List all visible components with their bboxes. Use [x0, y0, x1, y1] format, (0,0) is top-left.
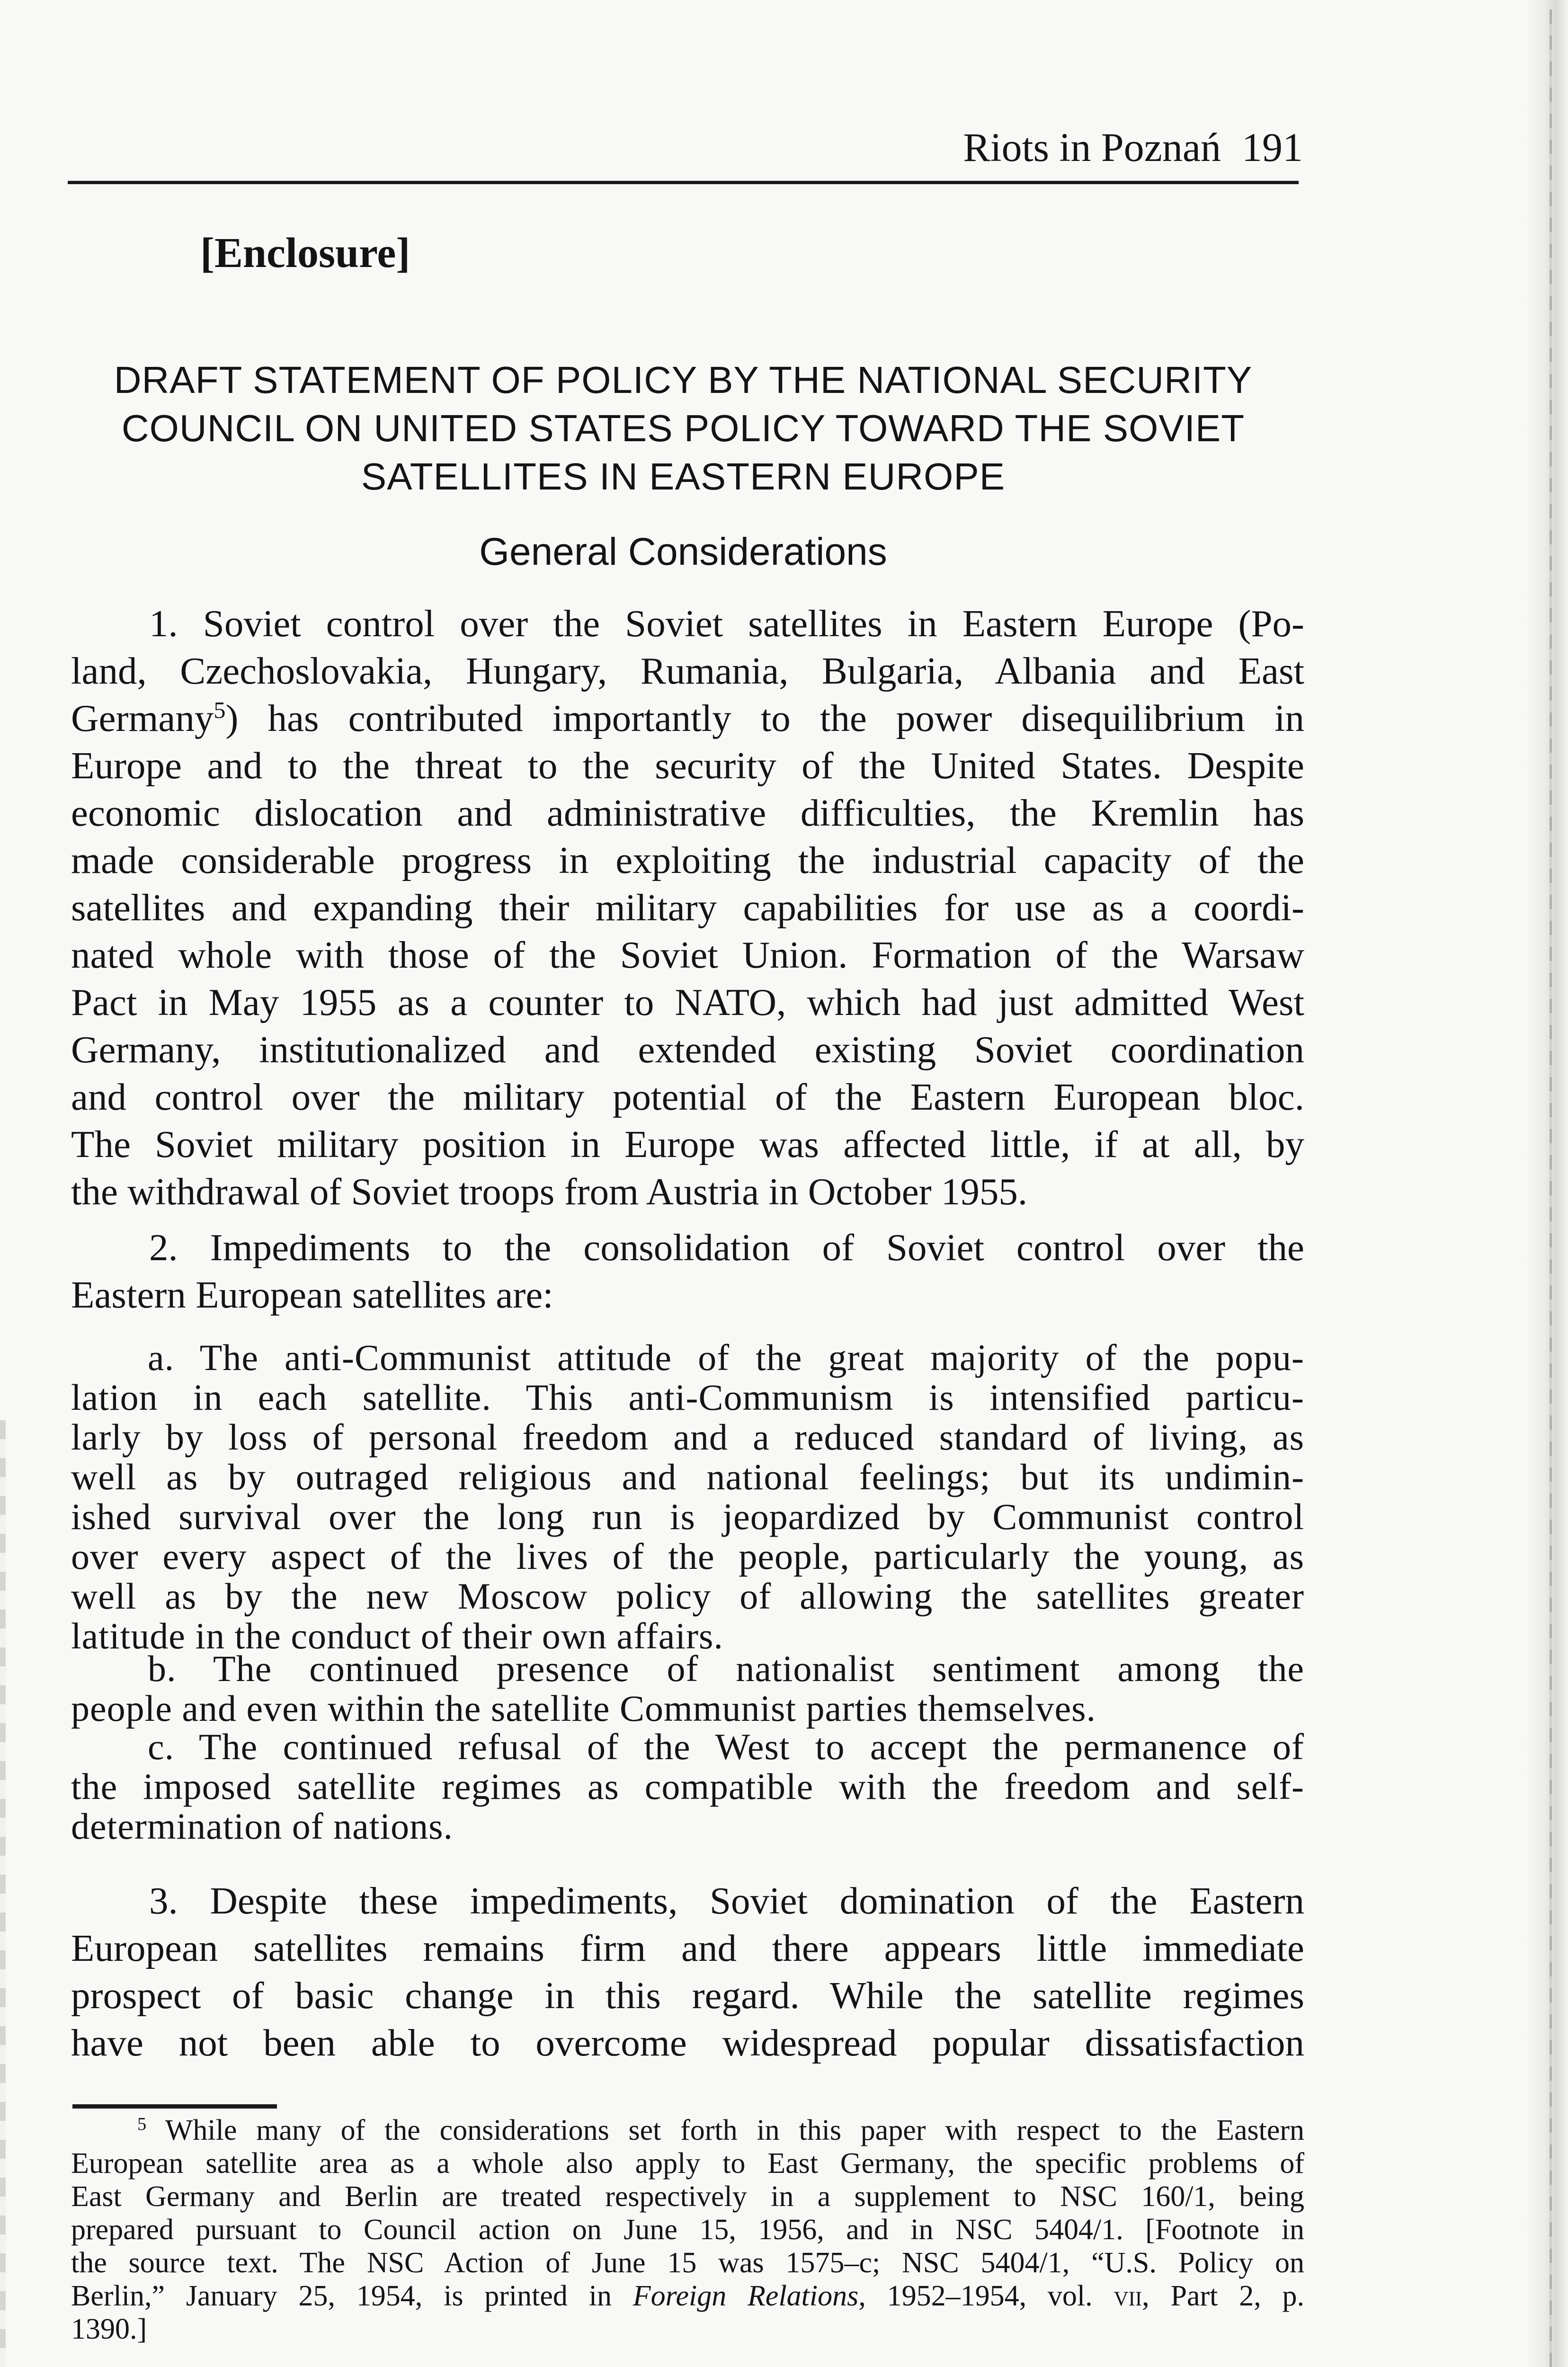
item-a	[71, 1338, 1304, 1656]
paragraph-line: Eastern European satellites are:	[71, 1273, 553, 1316]
footnote-line: prepared pursuant to Council action on June 15, 1956, and in NSC 5404/1. [Footnote in	[71, 2214, 1304, 2246]
item-line: the imposed satellite regimes as compatible with the freedom and self-	[71, 1766, 1304, 1807]
paragraph-line: nated whole with those of the Soviet Union. Formation of the Warsaw	[71, 934, 1304, 976]
page-number: 191	[1242, 125, 1303, 170]
item-line: people and even within the satellite Communist parties themselves.	[71, 1688, 1096, 1729]
footnote-text: Berlin,” January 25, 1954, is printed in	[71, 2280, 612, 2312]
document-title-line: DRAFT STATEMENT OF POLICY BY THE NATIONAL SECURITY	[114, 359, 1253, 401]
footnote-marker: 5	[137, 2114, 147, 2134]
item-line: well as by the new Moscow policy of allowing the satellites greater	[71, 1575, 1304, 1617]
footnote-rule	[72, 2104, 277, 2109]
paragraph-line: Germany, institutionalized and extended existing Soviet coordination	[71, 1028, 1304, 1071]
paragraph-2	[71, 1224, 1304, 1318]
footnote-line	[71, 2279, 1304, 2313]
footnote	[71, 2114, 1304, 2346]
document-title-line: COUNCIL ON UNITED STATES POLICY TOWARD THE SOVIET	[121, 407, 1245, 449]
header-rule	[68, 181, 1299, 184]
paragraph-line: 3. Despite these impediments, Soviet domination of the Eastern	[149, 1879, 1304, 1922]
item-line: well as by outraged religious and national feelings; but its undimin-	[71, 1456, 1304, 1497]
page-edge-left	[0, 1420, 6, 2367]
paragraph-line: Europe and to the threat to the security of the United States. Despite	[71, 744, 1304, 787]
paragraph-line: have not been able to overcome widespread popular dissatisfaction	[71, 2021, 1304, 2064]
paragraph-line: made considerable progress in exploiting the industrial capacity of the	[71, 839, 1304, 881]
item-line: b. The continued presence of nationalist sentiment among the	[148, 1648, 1304, 1689]
footnote-line: the source text. The NSC Action of June 15 was 1575–c; NSC 5404/1, “U.S. Policy on	[71, 2247, 1304, 2279]
footnote-line: East Germany and Berlin are treated respectively in a supplement to NSC 160/1, being	[71, 2180, 1304, 2213]
footnote-line	[71, 2114, 1304, 2147]
paragraph-line: The Soviet military position in Europe was affected little, if at all, by	[71, 1123, 1304, 1166]
footnote-text: While many of the considerations set forth in this paper with respect to the Eastern	[165, 2114, 1304, 2146]
item-line: a. The anti-Communist attitude of the great majority of the popu-	[148, 1337, 1304, 1378]
item-c	[71, 1727, 1304, 1846]
paren: )	[225, 697, 239, 739]
paragraph-1	[71, 600, 1304, 1215]
page-edge-shadow	[1525, 0, 1568, 2367]
line-rest: has contributed importantly to the power disequilibrium in	[267, 697, 1305, 739]
item-line: larly by loss of personal freedom and a reduced standard of living, as	[71, 1416, 1304, 1458]
paragraph-line: land, Czechoslovakia, Hungary, Rumania, Bulgaria, Albania and East	[71, 650, 1304, 692]
footnote-reference: 5	[214, 696, 226, 723]
document-title	[68, 356, 1299, 501]
item-line: c. The continued refusal of the West to accept the permanence of	[148, 1726, 1304, 1767]
item-line: over every aspect of the lives of the people, particularly the young, as	[71, 1536, 1304, 1577]
germany-word: Germany	[71, 697, 214, 739]
footnote-volume: vii	[1114, 2280, 1142, 2312]
footnote-line: European satellite area as a whole also apply to East Germany, the specific problems of	[71, 2147, 1304, 2180]
paragraph-line	[71, 694, 1304, 742]
paragraph-line: European satellites remains firm and there appears little immediate	[71, 1927, 1304, 1969]
item-line: ished survival over the long run is jeopardized by Communist control	[71, 1496, 1304, 1537]
paragraph-line: the withdrawal of Soviet troops from Austria in October 1955.	[71, 1170, 1028, 1213]
page-edge-line	[1550, 9, 1552, 2367]
paragraph-line: Pact in May 1955 as a counter to NATO, which had just admitted West	[71, 981, 1304, 1023]
document-title-line: SATELLITES IN EASTERN EUROPE	[361, 455, 1006, 498]
footnote-italic-title: Foreign Relations,	[633, 2280, 866, 2312]
paragraph-line: prospect of basic change in this regard. While the satellite regimes	[71, 1974, 1304, 2017]
enclosure-label: [Enclosure]	[200, 230, 410, 276]
running-head-title: Riots in Poznań	[963, 125, 1221, 170]
paragraph-line: satellites and expanding their military capabilities for use as a coordi-	[71, 886, 1304, 929]
paragraph-line: 1. Soviet control over the Soviet satellites in Eastern Europe (Po-	[149, 602, 1304, 645]
item-line: lation in each satellite. This anti-Communism is intensified particu-	[71, 1377, 1304, 1418]
footnote-text: 1952–1954, vol.	[887, 2280, 1093, 2312]
paragraph-line: 2. Impediments to the consolidation of Soviet control over the	[149, 1226, 1304, 1269]
footnote-line: 1390.]	[71, 2313, 147, 2345]
section-heading: General Considerations	[479, 530, 887, 573]
paragraph-line: economic dislocation and administrative difficulties, the Kremlin has	[71, 792, 1304, 834]
paragraph-line: and control over the military potential of the Eastern European bloc.	[71, 1076, 1304, 1118]
running-head	[963, 127, 1303, 168]
item-line: latitude in the conduct of their own affairs.	[71, 1615, 723, 1656]
footnote-text: , Part 2, p.	[1142, 2280, 1305, 2312]
item-b	[71, 1649, 1304, 1728]
item-line: determination of nations.	[71, 1806, 453, 1847]
paragraph-3	[71, 1877, 1304, 2066]
